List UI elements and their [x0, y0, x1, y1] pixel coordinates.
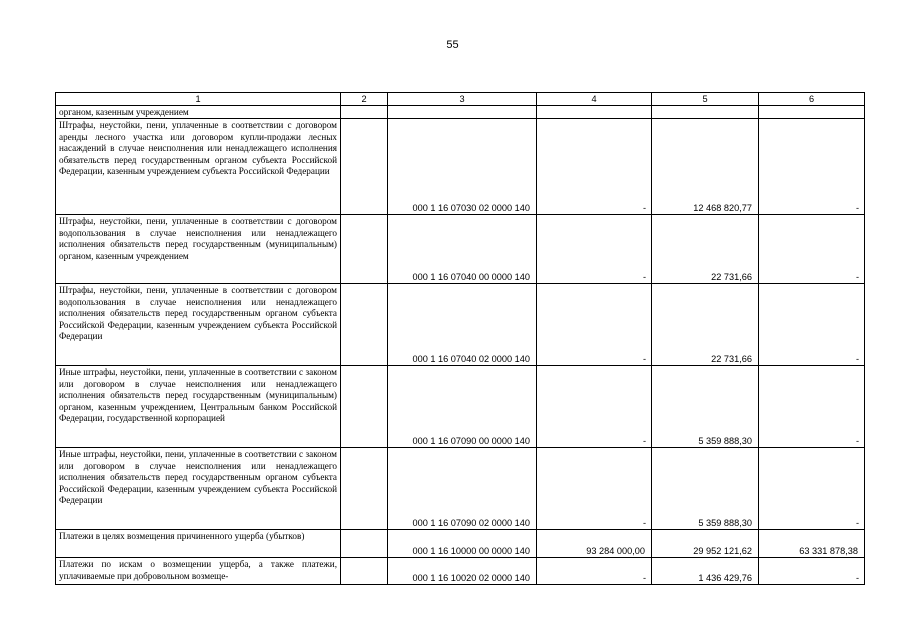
row-code: 000 1 16 07090 00 0000 140: [388, 366, 537, 448]
row-col4: -: [537, 119, 652, 215]
row-description: Платежи в целях возмещения причиненного ущерба (убытков): [56, 530, 341, 558]
row-col5: 5 359 888,30: [652, 448, 759, 530]
header-cell-1: 1: [56, 93, 341, 106]
row-description: Штрафы, неустойки, пени, уплаченные в соответствии с договором водопользования в случае неисполнения или ненадлежащего исполнения обязательств перед государственным органом субъекта Российской Федерации, казенным учреждением субъекта Российской Федерации: [56, 284, 341, 366]
row-col6: -: [759, 284, 865, 366]
table-row: [56, 366, 865, 448]
row-description: органом, казенным учреждением: [56, 106, 341, 119]
row-code: 000 1 16 07040 02 0000 140: [388, 284, 537, 366]
row-col5: 1 436 429,76: [652, 558, 759, 585]
header-cell-3: 3: [388, 93, 537, 106]
table-row: [56, 284, 865, 366]
row-col2: [341, 530, 388, 558]
row-col2: [341, 448, 388, 530]
row-col5: 29 952 121,62: [652, 530, 759, 558]
row-code: 000 1 16 07090 02 0000 140: [388, 448, 537, 530]
row-col2: [341, 366, 388, 448]
row-code: 000 1 16 10020 02 0000 140: [388, 558, 537, 585]
row-col5: 22 731,66: [652, 284, 759, 366]
header-cell-5: 5: [652, 93, 759, 106]
row-col4: -: [537, 558, 652, 585]
row-description: Иные штрафы, неустойки, пени, уплаченные в соответствии с законом или договором в случае неисполнения или ненадлежащего исполнения обязательств перед государственным органом субъекта Российской Федерации, казенным учреждением субъекта Российской Федерации: [56, 448, 341, 530]
row-col4: -: [537, 366, 652, 448]
row-col5: 5 359 888,30: [652, 366, 759, 448]
row-col4: [537, 106, 652, 119]
row-code: 000 1 16 07040 00 0000 140: [388, 215, 537, 284]
row-col6: 63 331 878,38: [759, 530, 865, 558]
row-code: [388, 106, 537, 119]
row-col4: 93 284 000,00: [537, 530, 652, 558]
row-col6: [759, 106, 865, 119]
table-row: [56, 448, 865, 530]
table-row: [56, 215, 865, 284]
header-cell-2: 2: [341, 93, 388, 106]
row-description: Штрафы, неустойки, пени, уплаченные в соответствии с договором водопользования в случае неисполнения или ненадлежащего исполнения обязательств перед государственным (муниципальным) органом, казенным учреждением: [56, 215, 341, 284]
row-col5: 12 468 820,77: [652, 119, 759, 215]
row-col6: -: [759, 366, 865, 448]
row-code: 000 1 16 07030 02 0000 140: [388, 119, 537, 215]
row-col5: [652, 106, 759, 119]
row-description: Иные штрафы, неустойки, пени, уплаченные в соответствии с законом или договором в случае неисполнения или ненадлежащего исполнения обязательств перед государственным (муниципальным) органом, казенным учреждением, Центральным банком Российской Федерации, государственной корпорацией: [56, 366, 341, 448]
header-cell-4: 4: [537, 93, 652, 106]
budget-table: [55, 92, 865, 585]
row-col5: 22 731,66: [652, 215, 759, 284]
row-col2: [341, 106, 388, 119]
table-row: [56, 119, 865, 215]
table-row: [56, 530, 865, 558]
row-description: Платежи по искам о возмещении ущерба, а также платежи, уплачиваемые при добровольном возмеще-: [56, 558, 341, 585]
row-col2: [341, 119, 388, 215]
row-col2: [341, 558, 388, 585]
row-code: 000 1 16 10000 00 0000 140: [388, 530, 537, 558]
header-row: [56, 93, 865, 106]
table-row: [56, 558, 865, 585]
table-row: [56, 106, 865, 119]
row-col4: -: [537, 284, 652, 366]
row-col6: -: [759, 448, 865, 530]
row-col6: -: [759, 215, 865, 284]
row-col4: -: [537, 448, 652, 530]
row-col2: [341, 284, 388, 366]
header-cell-6: 6: [759, 93, 865, 106]
row-col4: -: [537, 215, 652, 284]
page-number: 55: [446, 39, 459, 51]
row-col6: -: [759, 558, 865, 585]
row-col6: -: [759, 119, 865, 215]
row-col2: [341, 215, 388, 284]
row-description: Штрафы, неустойки, пени, уплаченные в соответствии с договором аренды лесного участка или договором купли-продажи лесных насаждений в случае неисполнения или ненадлежащего исполнения обязательств перед государственным органом субъекта Российской Федерации, казенным учреждением субъекта Российской Федерации: [56, 119, 341, 215]
